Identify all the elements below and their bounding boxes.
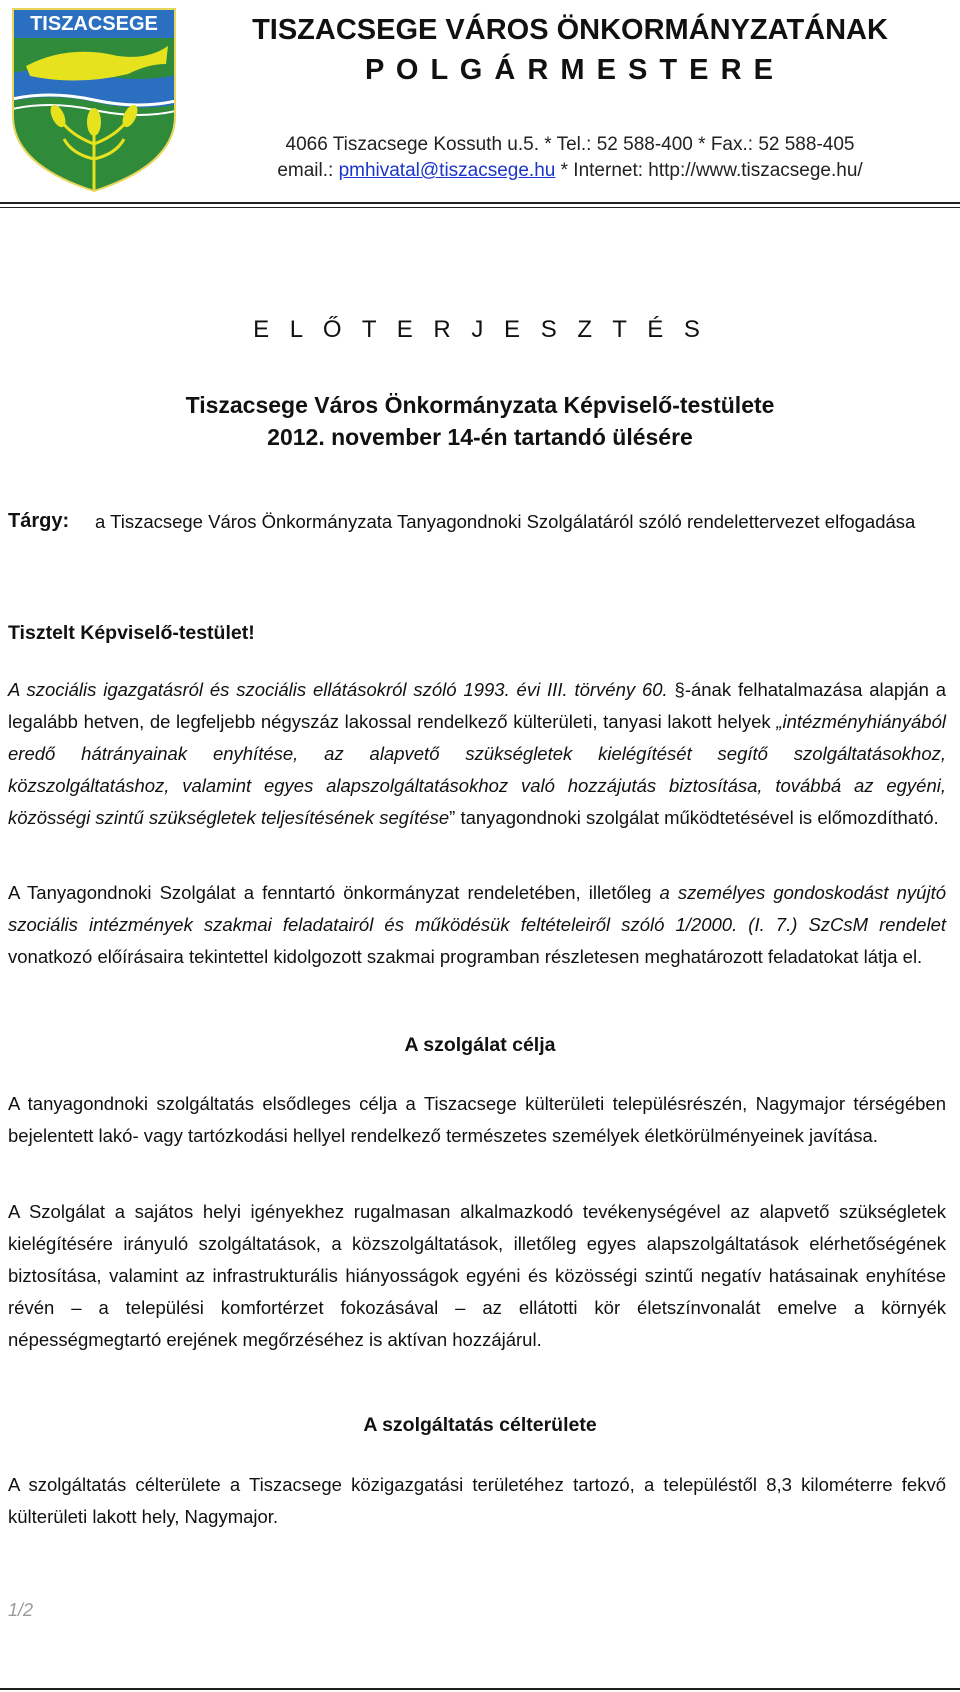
internet-text: * Internet: http://www.tiszacsege.hu/ xyxy=(555,160,863,181)
header-rule xyxy=(0,202,960,204)
paragraph-target-area: A szolgáltatás célterülete a Tiszacsege közigazgatási területéhez tartozó, a településtől 8,3 kilométerre fekvő külterületi lakott hely, Nagymajor. xyxy=(8,1474,946,1527)
decree-reference: a személyes gondoskodást nyújtó szociális intézmények szakmai feladatairól és működésük feltételeiről szóló 1/2000. (I. 7.) SzCsM rendelet xyxy=(8,882,946,935)
law-reference: A szociális igazgatásról és szociális ellátásokról szóló 1993. évi III. törvény 60. xyxy=(8,679,675,700)
header-title: TISZACSEGE VÁROS ÖNKORMÁNYZATÁNAK xyxy=(252,14,888,46)
paragraph-text: vonatkozó előírásaira tekintettel kidolgozott szakmai programban részletesen meghatározott feladatokat látja el. xyxy=(8,946,923,967)
paragraph-service-tasks xyxy=(8,877,946,973)
session-date: 2012. november 14-én tartandó ülésére xyxy=(267,424,693,450)
city-coat-of-arms-icon xyxy=(8,4,180,192)
header-rule-thin xyxy=(0,207,960,208)
salutation: Tisztelt Képviselő-testület! xyxy=(8,622,255,644)
section-heading-goal: A szolgálat célja xyxy=(404,1034,556,1056)
header-address: 4066 Tiszacsege Kossuth u.5. * Tel.: 52 588-400 * Fax.: 52 588-405 xyxy=(285,134,855,155)
header-subtitle: P O L G Á R M E S T E R E xyxy=(365,54,775,86)
crest-label: TISZACSEGE xyxy=(30,13,158,35)
subject-text: a Tiszacsege Város Önkormányzata Tanyagondnoki Szolgálatáról szóló rendelettervezet elfogadása xyxy=(95,511,916,532)
quoted-purpose: „intézményhiányából eredő hátrányainak enyhítése, az alapvető szükségletek kielégítését segítő szolgáltatásokhoz, közszolgáltatáshoz, valamint egyes alapszolgáltatásokhoz való hozzájutás biztosítása, továbbá az egyéni, közösségi szintű szükségletek teljesítésének segítése xyxy=(8,711,946,828)
subject-label: Tárgy: xyxy=(8,510,70,532)
footer-rule xyxy=(0,1688,960,1690)
paragraph-activities: A Szolgálat a sajátos helyi igényekhez rugalmasan alkalmazkodó tevékenységével az alapvető szükségletek kielégítésére irányuló szolgáltatások, a közszolgáltatások, illetőleg egyes alapszolgáltatások elérhetőségének biztosítása, valamint az infrastrukturális hiányosságok egyéni és közösségi szintű negatív hatásainak enyhítése révén – a települési komfortérzet fokozásával – az ellátotti kör életszínvonalát emelve a környék népességmegtartó erejének megőrzéséhez is aktívan hozzájárul. xyxy=(8,1201,946,1350)
section-heading-target: A szolgáltatás célterülete xyxy=(363,1414,597,1436)
paragraph-text: §-ának felhatalmazása alapján a legalább hetven, de legfeljebb négyszáz lakossal rendelkező külterületi, tanyasi lakott helyek xyxy=(8,679,947,732)
paragraph-text: A Tanyagondnoki Szolgálat a fenntartó önkormányzat rendeletében, illetőleg xyxy=(8,882,660,903)
email-label: email.: xyxy=(277,160,339,181)
page-number: 1/2 xyxy=(8,1600,34,1620)
paragraph-goal: A tanyagondnoki szolgáltatás elsődleges célja a Tiszacsege külterületi településrészén, Nagymajor térségében bejelentett lakó- vagy tartózkodási hellyel rendelkező természetes személyek életkörülményeinek javítása. xyxy=(8,1093,946,1146)
email-link[interactable]: pmhivatal@tiszacsege.hu xyxy=(338,160,556,181)
paragraph-text: ” tanyagondnoki szolgálat működtetésével is előmozdítható. xyxy=(449,807,939,828)
document-type-heading: E L Ő T E R J E S Z T É S xyxy=(253,316,707,343)
body-name: Tiszacsege Város Önkormányzata Képviselő-testülete xyxy=(185,392,775,418)
header-contact xyxy=(180,160,960,182)
paragraph-legal-basis xyxy=(8,674,946,834)
